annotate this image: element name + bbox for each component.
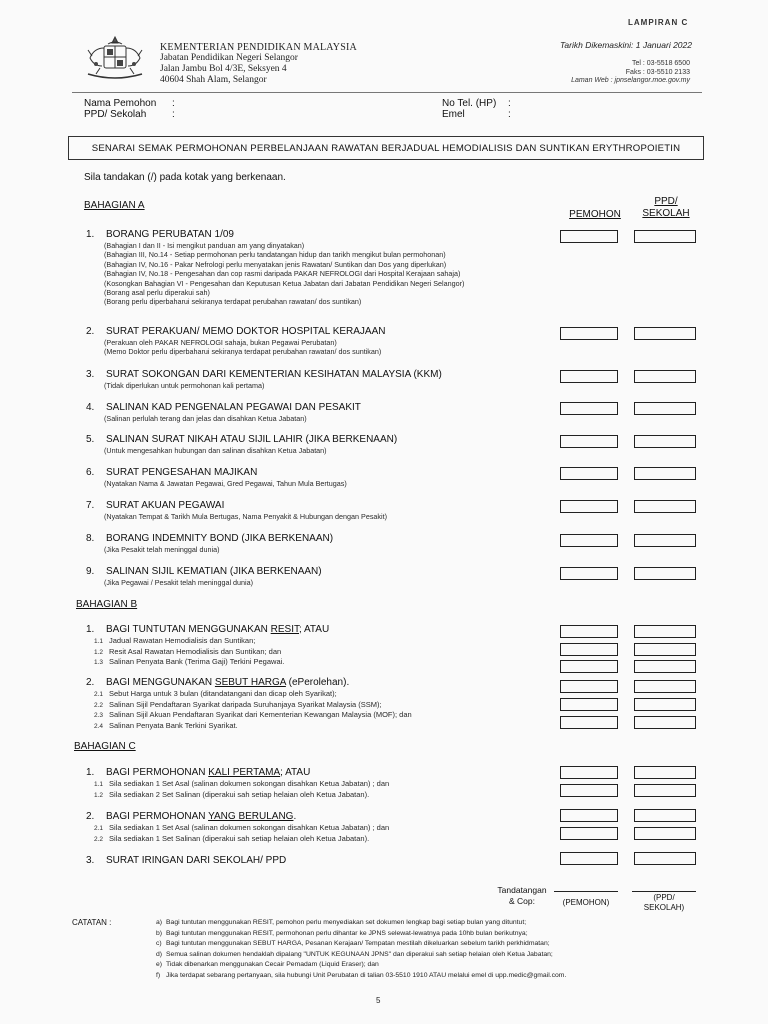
checkbox-a2-ppd[interactable] xyxy=(634,327,696,340)
form-title: SENARAI SEMAK PERMOHONAN PERBELANJAAN RAWATAN BERJADUAL HEMODIALISIS DAN SUNTIKAN ERYTHROPOIETIN xyxy=(68,136,704,160)
checkbox-a3-ppd[interactable] xyxy=(634,370,696,383)
lampiran-tag: LAMPIRAN C xyxy=(628,18,689,27)
checkbox-a5-pemohon[interactable] xyxy=(560,435,618,448)
note-item: b) Bagi tuntutan menggunakan RESIT, permohonan perlu dihantar ke JPNS selewat-lewatnya pada 10hb bulan berikutnya; xyxy=(156,929,528,937)
signature-label: Tandatangan & Cop: xyxy=(497,885,547,906)
checkbox-b1-ppd[interactable] xyxy=(634,660,696,673)
contact-fields xyxy=(442,98,511,120)
separator: : xyxy=(508,98,511,109)
note-item: f) Jika terdapat sebarang pertanyaan, sila hubungi Unit Perubatan di talian 03-5510 1910 ATAU melalui emel di upp.medic@gmail.com. xyxy=(156,971,567,979)
bahagian-a-item-1: 1. BORANG PERUBATAN 1/09 (Bahagian I dan II - Isi mengikut panduan am yang dinyatakan) (Bahagian III, No.14 - Setiap permohonan perlu tandatangan hidup dan tarikh mengikut bulan permohonan) (Bahagian IV, No.16 - Pakar Nefrologi perlu menyatakan jenis Rawatan/ Suntikan dan Dos yang diperlukan) (Bahagian IV, No.18 - Pengesahan dan cop rasmi daripada PAKAR NEFROLOGI dari Hospital Kerajaan sahaja) (Kosongkan Bahagian VI - Pengesahan dan Keputusan Ketua Jabatan dari Jabatan Pendidikan Negeri Selangor) (Borang asal perlu diperakui sah) (Borang perlu diperbaharui sekiranya terdapat perubahan rawatan/ dos suntikan) xyxy=(86,229,465,307)
checkbox-c3-pemohon[interactable] xyxy=(560,852,618,865)
checkbox-a8-ppd[interactable] xyxy=(634,534,696,547)
catatan-notes xyxy=(156,918,696,982)
emel-label: Emel xyxy=(442,109,465,120)
faks: Faks : 03-5510 2133 xyxy=(625,68,690,76)
bahagian-a-item-3: 3. SURAT SOKONGAN DARI KEMENTERIAN KESIHATAN MALAYSIA (KKM) (Tidak diperlukan untuk permohonan kali pertama) xyxy=(86,369,442,390)
checkbox-a6-pemohon[interactable] xyxy=(560,467,618,480)
checkbox-b2-ppd[interactable] xyxy=(634,716,696,729)
website: Laman Web : jpnselangor.moe.gov.my xyxy=(571,77,690,84)
tel: Tel : 03-5518 6500 xyxy=(632,60,690,67)
bahagian-a-item-7: 7. SURAT AKUAN PEGAWAI (Nyatakan Tempat & Tarikh Mula Bertugas, Nama Penyakit & Hubungan dengan Pesakit) xyxy=(86,500,387,521)
contact-block xyxy=(560,60,690,86)
separator: : xyxy=(172,109,175,120)
ministry-block xyxy=(160,42,357,86)
bahagian-a-item-8: 8. BORANG INDEMNITY BOND (JIKA BERKENAAN) (Jika Pesakit telah meninggal dunia) xyxy=(86,533,334,554)
bahagian-a-item-4: 4. SALINAN KAD PENGENALAN PEGAWAI DAN PESAKIT (Salinan perlulah terang dan jelas dan disahkan Ketua Jabatan) xyxy=(86,402,361,423)
checkbox-b1-pemohon[interactable] xyxy=(560,660,618,673)
checkbox-a3-pemohon[interactable] xyxy=(560,370,618,383)
bahagian-b-heading: BAHAGIAN B xyxy=(76,599,138,610)
checkbox-a5-ppd[interactable] xyxy=(634,435,696,448)
checkbox-c2-pemohon[interactable] xyxy=(560,809,618,822)
address-line: Jalan Jambu Bol 4/3E, Seksyen 4 xyxy=(160,64,287,74)
column-ppd-sekolah: PPD/ SEKOLAH xyxy=(642,196,690,219)
checkbox-c1-ppd[interactable] xyxy=(634,766,696,779)
checkbox-b2-pemohon[interactable] xyxy=(560,680,618,693)
ppd-sekolah-label: PPD/ Sekolah xyxy=(84,109,147,120)
checkbox-a4-ppd[interactable] xyxy=(634,402,696,415)
instruction: Sila tandakan (/) pada kotak yang berkenaan. xyxy=(84,172,286,183)
checkbox-c1-ppd[interactable] xyxy=(634,784,696,797)
applicant-fields xyxy=(84,98,175,120)
checkbox-a9-ppd[interactable] xyxy=(634,567,696,580)
signature-line-pemohon[interactable] xyxy=(554,891,618,892)
checkbox-a7-pemohon[interactable] xyxy=(560,500,618,513)
bahagian-a-item-9: 9. SALINAN SIJIL KEMATIAN (JIKA BERKENAAN) (Jika Pegawai / Pesakit telah meninggal dunia) xyxy=(86,566,322,587)
note-item: a) Bagi tuntutan menggunakan RESIT, pemohon perlu menyediakan set dokumen lengkap bagi setiap bulan yang dituntut; xyxy=(156,919,527,926)
checkbox-b1-ppd[interactable] xyxy=(634,625,696,638)
address-line: 40604 Shah Alam, Selangor xyxy=(160,75,267,85)
header-divider xyxy=(72,92,702,93)
checkbox-a8-pemohon[interactable] xyxy=(560,534,618,547)
checkbox-a7-ppd[interactable] xyxy=(634,500,696,513)
note-item: d) Semua salinan dokumen hendaklah dipalang "UNTUK KEGUNAAN JPNS" dan diperakui sah setiap helaian oleh Ketua Jabatan; xyxy=(156,950,553,958)
no-tel-label: No Tel. (HP) xyxy=(442,98,497,109)
coat-of-arms-icon xyxy=(80,34,150,86)
checkbox-b2-pemohon[interactable] xyxy=(560,698,618,711)
bahagian-a-item-5: 5. SALINAN SURAT NIKAH ATAU SIJIL LAHIR (JIKA BERKENAAN) (Untuk mengesahkan hubungan dan salinan disahkan Ketua Jabatan) xyxy=(86,434,398,455)
checkbox-a9-pemohon[interactable] xyxy=(560,567,618,580)
bahagian-a-item-6: 6. SURAT PENGESAHAN MAJIKAN (Nyatakan Nama & Jawatan Pegawai, Gred Pegawai, Tahun Mula Bertugas) xyxy=(86,467,347,488)
checkbox-a4-pemohon[interactable] xyxy=(560,402,618,415)
checkbox-c2-ppd[interactable] xyxy=(634,827,696,840)
bahagian-c-item-2: 2. BAGI PERMOHONAN YANG BERULANG. 2.1 Sila sediakan 1 Set Asal (salinan dokumen sokongan disahkan Ketua Jabatan) ; dan 2.2 Sila sediakan 1 Set Salinan (diperakui sah setiap helaian oleh Ketua Jabatan). xyxy=(86,811,390,843)
checkbox-b2-pemohon[interactable] xyxy=(560,716,618,729)
separator: : xyxy=(172,98,175,109)
nama-pemohon-label: Nama Pemohon xyxy=(84,98,157,109)
ministry-name: KEMENTERIAN PENDIDIKAN MALAYSIA xyxy=(160,42,357,53)
bahagian-c-item-1: 1. BAGI PERMOHONAN KALI PERTAMA; ATAU 1.1 Sila sediakan 1 Set Asal (salinan dokumen sokongan disahkan Ketua Jabatan) ; dan 1.2 Sila sediakan 2 Set Salinan (diperakui sah setiap helaian oleh Ketua Jabatan). xyxy=(86,767,390,799)
signature-line-ppd[interactable] xyxy=(632,891,696,892)
bahagian-c-heading: BAHAGIAN C xyxy=(74,741,136,752)
page-number: 5 xyxy=(376,996,381,1005)
checkbox-a1-pemohon[interactable] xyxy=(560,230,618,243)
checkbox-a2-pemohon[interactable] xyxy=(560,327,618,340)
checkbox-b1-ppd[interactable] xyxy=(634,643,696,656)
bahagian-b-item-1: 1. BAGI TUNTUTAN MENGGUNAKAN RESIT; ATAU 1.1 Jadual Rawatan Hemodialisis dan Suntikan; 1.2 Resit Asal Rawatan Hemodialisis dan Suntikan; dan 1.3 Salinan Penyata Bank (Terima Gaji) Terkini Pegawai. xyxy=(86,624,330,667)
checkbox-b2-ppd[interactable] xyxy=(634,698,696,711)
checkbox-c2-pemohon[interactable] xyxy=(560,827,618,840)
updated-date: Tarikh Dikemaskini: 1 Januari 2022 xyxy=(560,40,692,50)
checkbox-c3-ppd[interactable] xyxy=(634,852,696,865)
checkbox-b2-ppd[interactable] xyxy=(634,680,696,693)
signature-caption-pemohon: (PEMOHON) xyxy=(562,898,610,907)
bahagian-a-item-2: 2. SURAT PERAKUAN/ MEMO DOKTOR HOSPITAL KERAJAAN (Perakuan oleh PAKAR NEFROLOGI sahaja, bukan Pegawai Perubatan) (Memo Doktor perlu diperbaharui sekiranya terdapat perubahan rawatan/ dos suntikan) xyxy=(86,326,386,357)
checkbox-b1-pemohon[interactable] xyxy=(560,625,618,638)
note-item: e) Tidak dibenarkan menggunakan Cecair Pemadam (Liquid Eraser); dan xyxy=(156,961,379,969)
bahagian-c-item-3: 3. SURAT IRINGAN DARI SEKOLAH/ PPD xyxy=(86,855,287,866)
checkbox-c2-ppd[interactable] xyxy=(634,809,696,822)
bahagian-b-item-2: 2. BAGI MENGGUNAKAN SEBUT HARGA (ePerolehan). 2.1 Sebut Harga untuk 3 bulan (ditandatangani dan dicap oleh Syarikat); 2.2 Salinan Sijil Pendaftaran Syarikat daripada Suruhanjaya Syarikat Malaysia (SSM); 2.3 Salinan Sijil Akuan Pendaftaran Syarikat dari Kementerian Kewangan Malaysia (MOF); dan 2.4 Salinan Penyata Bank Terkini Syarikat. xyxy=(86,677,412,730)
checkbox-a6-ppd[interactable] xyxy=(634,467,696,480)
separator: : xyxy=(508,109,511,120)
catatan-label: CATATAN : xyxy=(72,918,112,927)
column-pemohon: PEMOHON xyxy=(569,209,621,220)
checkbox-c1-pemohon[interactable] xyxy=(560,766,618,779)
address-line: Jabatan Pendidikan Negeri Selangor xyxy=(160,53,298,63)
note-item: c) Bagi tuntutan menggunakan SEBUT HARGA, Pesanan Kerajaan/ Tempatan mestilah dikeluarkan sebelum tarikh perkhidmatan; xyxy=(156,940,550,948)
checkbox-b1-pemohon[interactable] xyxy=(560,643,618,656)
checkbox-a1-ppd[interactable] xyxy=(634,230,696,243)
checkbox-c1-pemohon[interactable] xyxy=(560,784,618,797)
signature-caption-ppd: (PPD/ SEKOLAH) xyxy=(643,893,685,912)
bahagian-a-heading: BAHAGIAN A xyxy=(84,200,145,211)
